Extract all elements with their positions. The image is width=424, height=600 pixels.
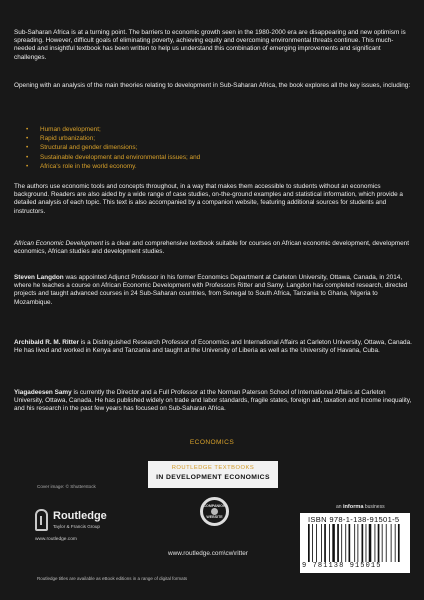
topic-item: • Structural and gender dimensions;	[26, 143, 200, 152]
tools-paragraph: The authors use economic tools and concepts throughout, in a way that makes them accessible to students without an economics background. Readers are also aided by a wide range of case studies, on-the-ground examples and statistical information, which provide a detailed analysis of each topic. This text is also accompanied by a companion website, featuring additional sources for students and instructors.	[14, 183, 403, 215]
author-bio-langdon	[14, 274, 412, 307]
barcode-icon	[308, 524, 402, 562]
author-name: Archibald R. M. Ritter	[14, 339, 79, 346]
suitability-paragraph	[14, 240, 412, 256]
author-bio-text: is a Distinguished Research Professor of Economics and International Affairs at Carleton University, Ottawa, Canada. He has lived and worked in Kenya and Tanzania and taught at the University of Liberia as well as the University of Havana, Cuba.	[14, 339, 412, 355]
companion-website-icon: COMPANION WEBSITE	[200, 497, 229, 526]
publisher-group: Taylor & Francis Group	[53, 524, 100, 529]
topic-item: • Africa's role in the world economy.	[26, 162, 200, 171]
author-bio-text: is currently the Director and a Full Professor at the Norman Paterson School of International Affairs at Carleton University, Ottawa, Canada. He has published widely on trade and labor standards, fragile states, foreign aid, taxation and income inequality, and his research in the past few years has focused on Sub-Saharan Africa.	[14, 389, 412, 413]
intro-paragraph: Sub-Saharan Africa is at a turning point. The barriers to economic growth seen in the 1980-2000 era are disappearing and new optimism is spreading. However, difficult goals of eliminating poverty, achieving equity and overcoming environmental threats continue. This much-needed and insightful textbook has been written to help us understand this combination of emerging improvements and significant challenges.	[14, 29, 406, 61]
barcode-digits: 9 781138 915015	[302, 562, 382, 570]
series-title-bottom: IN DEVELOPMENT ECONOMICS	[156, 474, 270, 481]
author-bio-samy	[14, 389, 412, 414]
subject-label: ECONOMICS	[189, 439, 235, 446]
author-bio-ritter	[14, 339, 412, 355]
companion-website-url[interactable]: www.routledge.com\cw\ritter	[168, 550, 248, 557]
author-bio-text: was appointed Adjunct Professor in his former Economics Department at Carleton University, Ottawa, Canada, in 2014, where he teaches a course on African Economic Development with Professors Ritter and Samy. Langdon has completed research, directed projects and taught advanced courses in 24 Sub-Saharan countries, from Senegal to South Africa, Tanzania to Ghana, Nigeria to Mozambique.	[14, 274, 408, 306]
informa-business-label: an informa business	[336, 504, 385, 510]
routledge-mark-icon	[35, 509, 48, 531]
topic-item: • Human development;	[26, 125, 200, 134]
series-banner	[148, 461, 278, 488]
isbn-text: ISBN 978-1-138-91501-5	[308, 515, 400, 524]
publisher-logo	[35, 509, 145, 543]
ebook-availability-note: Routledge titles are available as eBook editions in a range of digital formats	[37, 576, 188, 581]
cover-image-credit: Cover image: © Shutterstock	[37, 484, 96, 489]
explore-paragraph: Opening with an analysis of the main theories relating to development in Sub-Saharan Africa, the book explores all the key issues, including:	[14, 82, 411, 89]
companion-website-badge	[200, 497, 229, 547]
barcode-panel	[300, 513, 410, 573]
suitability-text: is a clear and comprehensive textbook suitable for courses on African economic development, development economics, African studies and development studies.	[14, 240, 410, 256]
publisher-url[interactable]: www.routledge.com	[35, 537, 77, 542]
topic-item: • Rapid urbanization;	[26, 134, 200, 143]
topic-item: • Sustainable development and environmental issues; and	[26, 153, 200, 162]
author-name: Steven Langdon	[14, 274, 64, 281]
publisher-name: Routledge	[53, 510, 107, 522]
series-title-top: ROUTLEDGE TEXTBOOKS	[171, 465, 255, 471]
author-name: Yiagadeesen Samy	[14, 389, 72, 396]
topics-list	[26, 125, 200, 171]
book-title: African Economic Development	[14, 240, 104, 247]
